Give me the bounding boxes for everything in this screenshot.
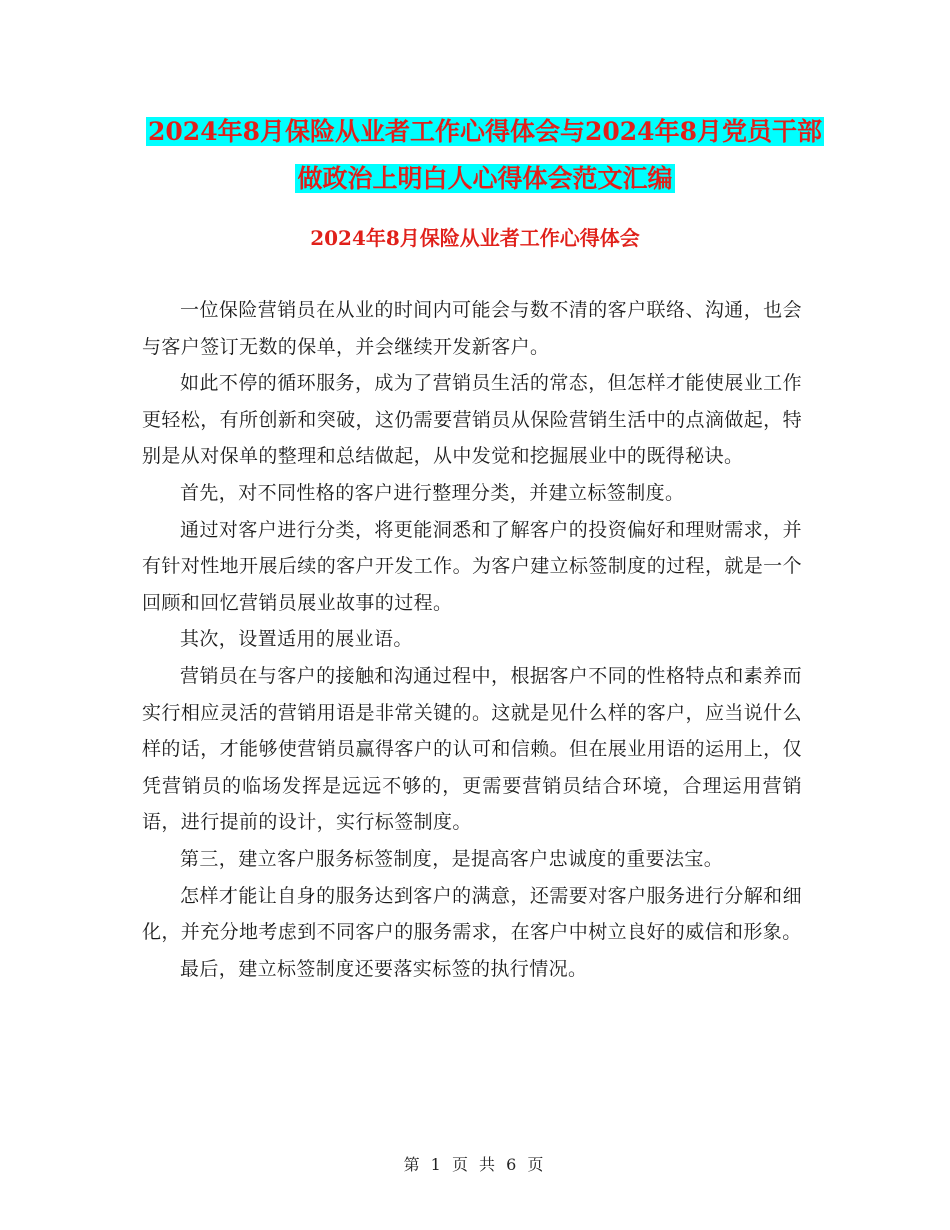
body-paragraph: 通过对客户进行分类，将更能洞悉和了解客户的投资偏好和理财需求，并有针对性地开展后续的客户开发工作。为客户建立标签制度的过程，就是一个回顾和回忆营销员展业故事的过程。 xyxy=(142,518,802,614)
section-heading: 2024年8月保险从业者工作心得体会 xyxy=(310,226,640,250)
page-footer: 第 1 页 共 6 页 xyxy=(403,1155,547,1174)
document-title xyxy=(140,108,830,202)
body-paragraph: 一位保险营销员在从业的时间内可能会与数不清的客户联络、沟通，也会与客户签订无数的保单，并会继续开发新客户。 xyxy=(142,299,802,358)
body-paragraph: 最后，建立标签制度还要落实标签的执行情况。 xyxy=(180,957,588,980)
body-paragraph: 营销员在与客户的接触和沟通过程中，根据客户不同的性格特点和素养而实行相应灵活的营销用语是非常关键的。这就是见什么样的客户，应当说什么样的话，才能够使营销员赢得客户的认可和信赖。但在展业用语的运用上，仅凭营销员的临场发挥是远远不够的，更需要营销员结合环境，合理运用营销语，进行提前的设计，实行标签制度。 xyxy=(142,664,802,834)
document-body xyxy=(142,292,802,987)
body-paragraph: 怎样才能让自身的服务达到客户的满意，还需要对客户服务进行分解和细化，并充分地考虑到不同客户的服务需求，在客户中树立良好的威信和形象。 xyxy=(142,884,802,944)
body-paragraph: 其次，设置适用的展业语。 xyxy=(180,628,413,651)
body-paragraph: 第三，建立客户服务标签制度，是提高客户忠诚度的重要法宝。 xyxy=(180,847,724,870)
body-paragraph: 如此不停的循环服务，成为了营销员生活的常态，但怎样才能使展业工作更轻松，有所创新和突破，这仍需要营销员从保险营销生活中的点滴做起，特别是从对保单的整理和总结做起，从中发觉和挖掘展业中的既得秘诀。 xyxy=(142,372,802,468)
document-title-text: 2024年8月保险从业者工作心得体会与2024年8月党员干部做政治上明白人心得体会范文汇编 xyxy=(148,117,822,193)
body-paragraph: 首先，对不同性格的客户进行整理分类，并建立标签制度。 xyxy=(180,481,685,504)
